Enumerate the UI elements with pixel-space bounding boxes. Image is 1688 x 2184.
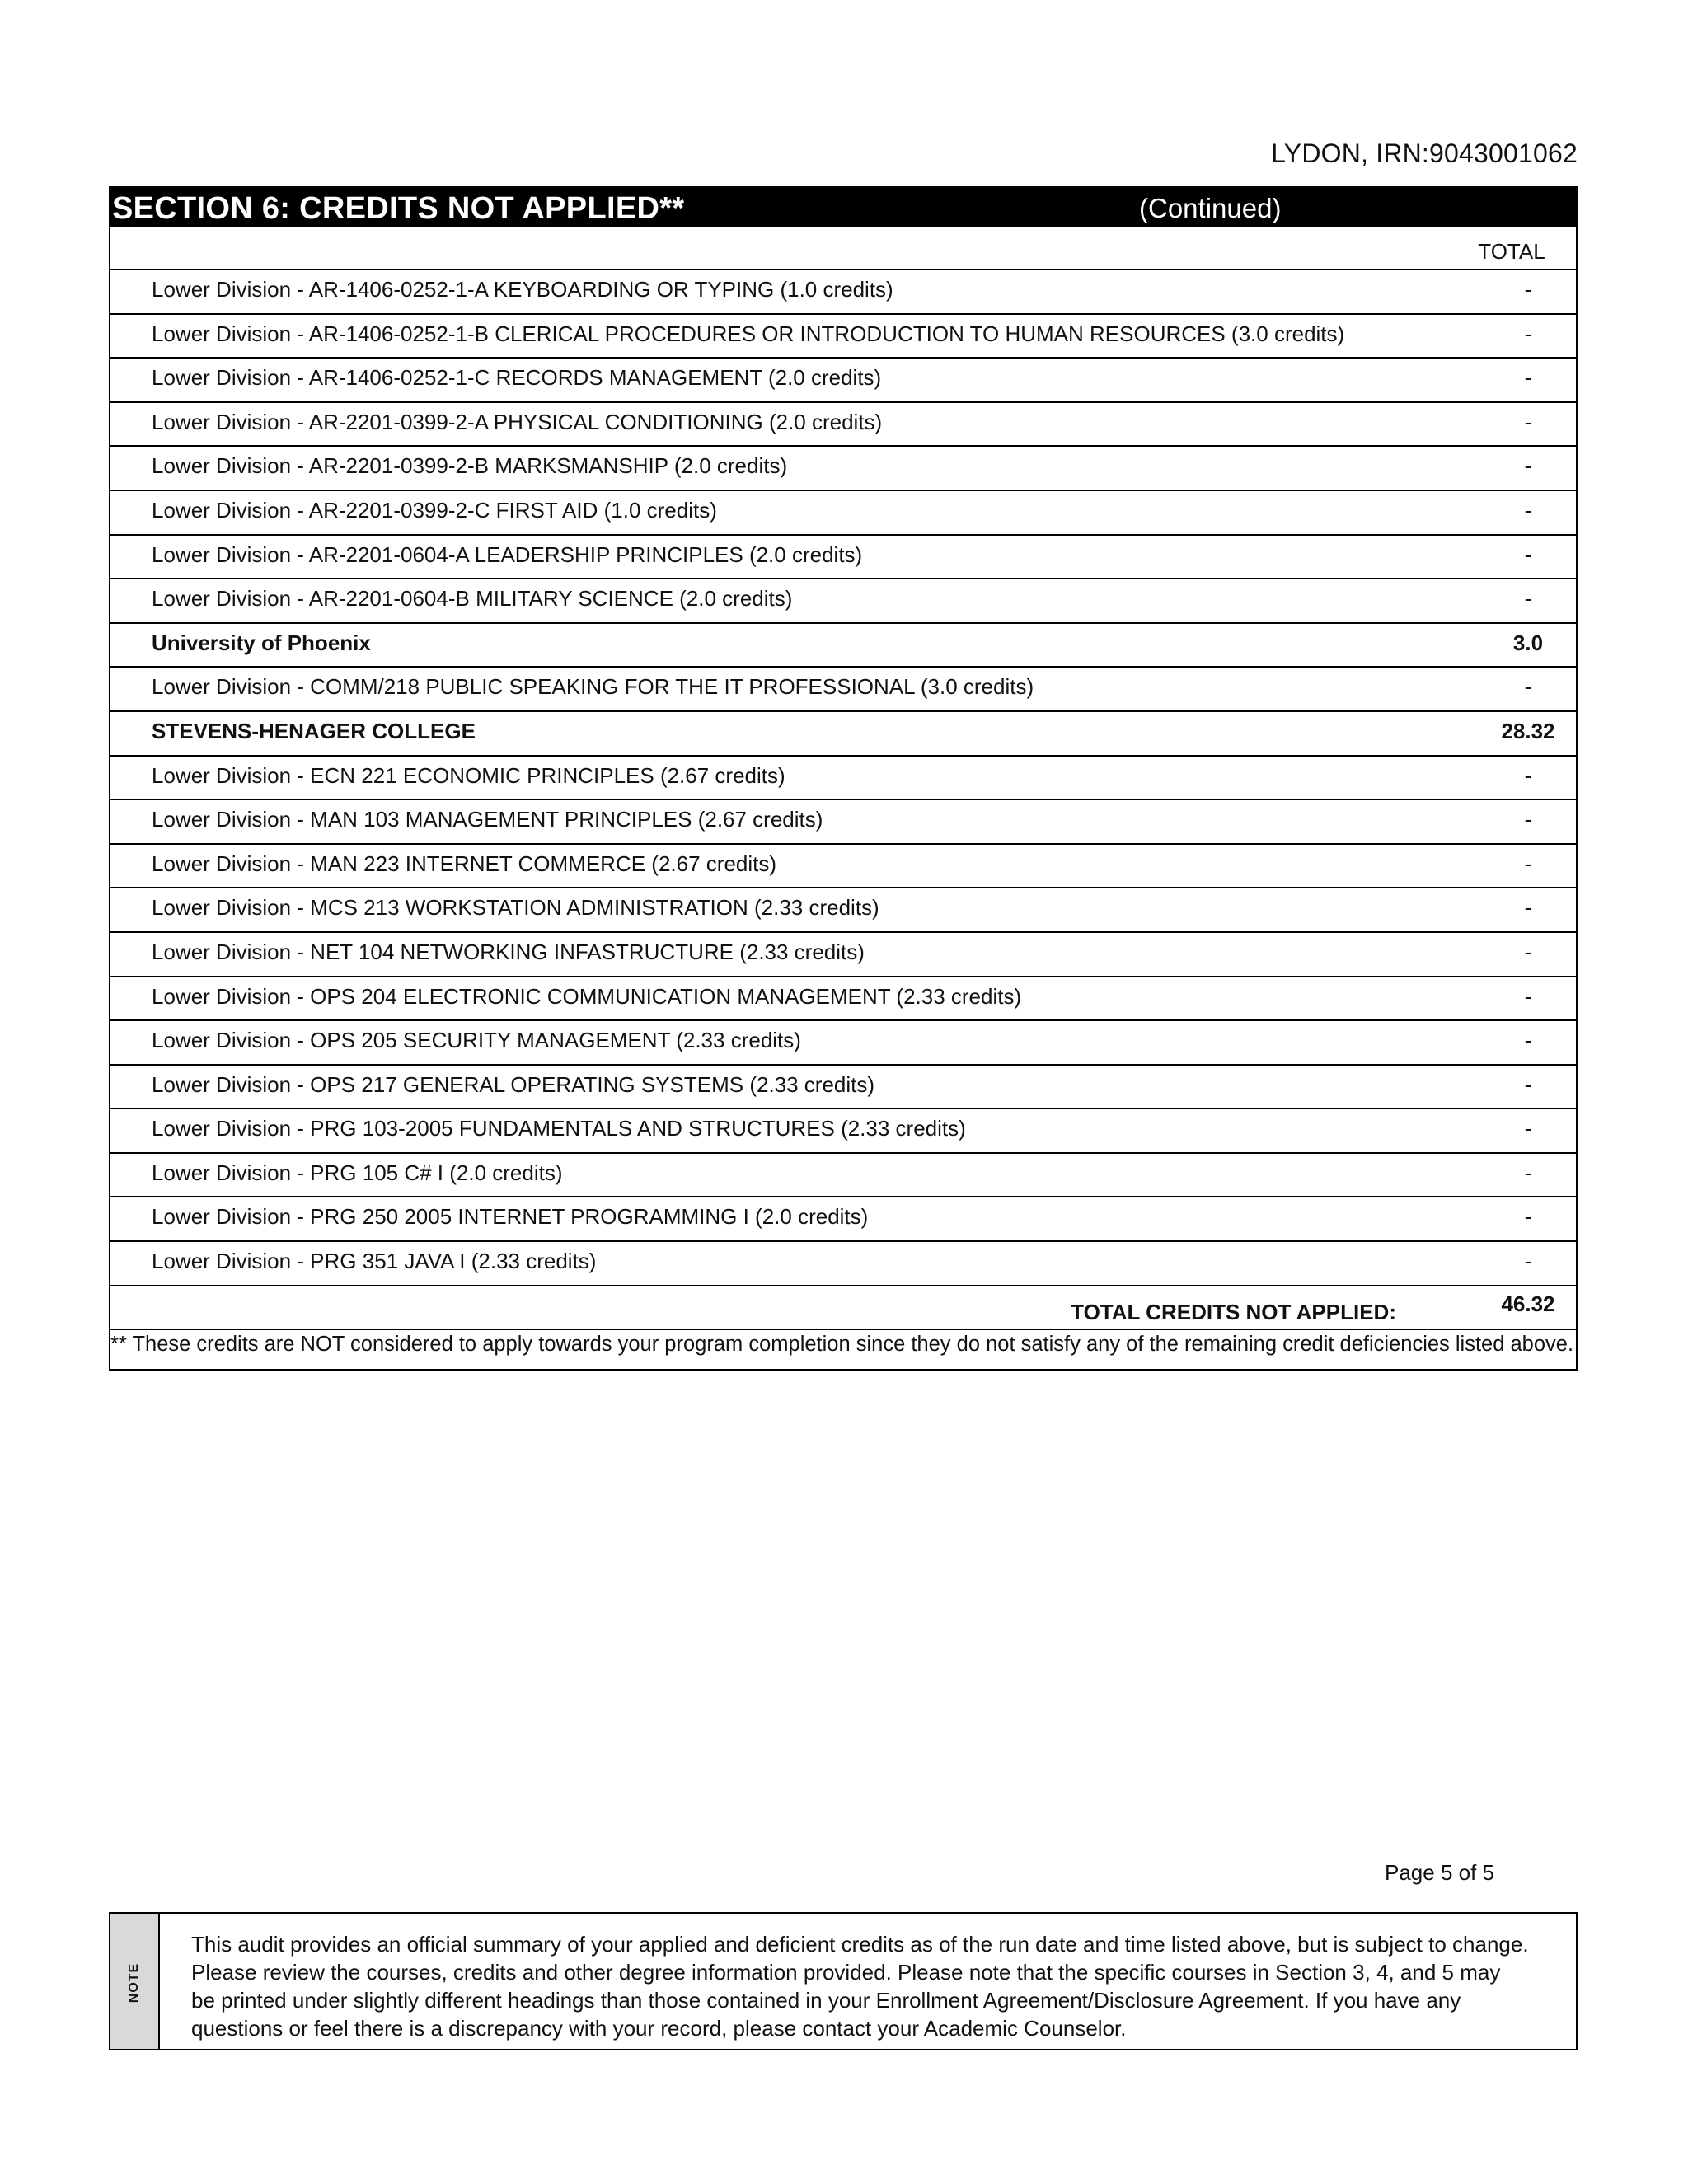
note-label: NOTE <box>127 1962 141 2004</box>
continued-label: (Continued) <box>1139 193 1282 223</box>
course-total: - <box>1524 497 1532 523</box>
course-total: - <box>1524 1028 1532 1053</box>
course-label: Lower Division - AR-2201-0399-2-C FIRST AID (1.0 credits) <box>152 497 717 523</box>
course-total: - <box>1524 365 1532 391</box>
course-label: Lower Division - AR-2201-0604-A LEADERSHIP PRINCIPLES (2.0 credits) <box>152 541 863 567</box>
footnote: ** These credits are NOT considered to apply towards your program completion since they do not satisfy any of the remaining credit deficiencies listed above. <box>110 1333 1574 1357</box>
section-title: SECTION 6: CREDITS NOT APPLIED** <box>112 191 685 226</box>
course-total: - <box>1524 541 1532 567</box>
note-text <box>191 1930 1576 2042</box>
total-label: TOTAL CREDITS NOT APPLIED: <box>1071 1299 1396 1324</box>
institution-total: 28.32 <box>1501 718 1555 743</box>
course-total: - <box>1524 851 1532 876</box>
course-label: Lower Division - ECN 221 ECONOMIC PRINCIPLES (2.67 credits) <box>152 762 785 788</box>
course-row <box>110 1154 1576 1198</box>
credit-rows <box>110 270 1576 1286</box>
course-row <box>110 845 1576 889</box>
course-row <box>110 447 1576 491</box>
course-row <box>110 359 1576 403</box>
course-row <box>110 579 1576 624</box>
course-total: - <box>1524 321 1532 346</box>
total-row <box>110 1286 1576 1331</box>
course-label: Lower Division - PRG 103-2005 FUNDAMENTALS AND STRUCTURES (2.33 credits) <box>152 1116 966 1141</box>
course-row <box>110 1021 1576 1066</box>
course-total: - <box>1524 939 1532 964</box>
course-label: Lower Division - AR-2201-0399-2-B MARKSMANSHIP (2.0 credits) <box>152 453 788 479</box>
course-row <box>110 1066 1576 1110</box>
column-header-row <box>110 227 1576 270</box>
note-line: questions or feel there is a discrepancy with your record, please contact your Academic Counselor. <box>191 2016 1127 2041</box>
course-label: Lower Division - AR-1406-0252-1-C RECORDS MANAGEMENT (2.0 credits) <box>152 365 882 391</box>
course-row <box>110 1197 1576 1242</box>
section-header <box>110 188 1576 227</box>
course-label: Lower Division - OPS 204 ELECTRONIC COMMUNICATION MANAGEMENT (2.33 credits) <box>152 983 1022 1009</box>
course-label: Lower Division - AR-2201-0399-2-A PHYSICAL CONDITIONING (2.0 credits) <box>152 409 883 434</box>
course-row <box>110 1109 1576 1154</box>
course-label: Lower Division - OPS 205 SECURITY MANAGEMENT (2.33 credits) <box>152 1028 801 1053</box>
course-row <box>110 800 1576 845</box>
note-box <box>109 1912 1578 2050</box>
course-total: - <box>1524 807 1532 832</box>
note-line: Please review the courses, credits and other degree information provided. Please note that the specific courses in Section 3, 4, and 5 may <box>191 1960 1501 1985</box>
course-row <box>110 536 1576 580</box>
course-row <box>110 403 1576 448</box>
course-row <box>110 933 1576 977</box>
course-label: Lower Division - AR-1406-0252-1-B CLERICAL PROCEDURES OR INTRODUCTION TO HUMAN RESOURCES (3.0 credits) <box>152 321 1345 346</box>
course-total: - <box>1524 983 1532 1009</box>
course-total: - <box>1524 1249 1532 1274</box>
course-total: - <box>1524 762 1532 788</box>
course-total: - <box>1524 409 1532 434</box>
course-label: Lower Division - AR-2201-0604-B MILITARY SCIENCE (2.0 credits) <box>152 586 793 612</box>
course-label: Lower Division - MAN 103 MANAGEMENT PRINCIPLES (2.67 credits) <box>152 807 823 832</box>
course-row <box>110 491 1576 536</box>
course-row <box>110 1242 1576 1286</box>
course-label: Lower Division - NET 104 NETWORKING INFASTRUCTURE (2.33 credits) <box>152 939 865 964</box>
course-label: Lower Division - COMM/218 PUBLIC SPEAKING FOR THE IT PROFESSIONAL (3.0 credits) <box>152 674 1034 700</box>
course-row <box>110 668 1576 712</box>
student-id: LYDON, IRN:9043001062 <box>1271 138 1578 168</box>
course-row <box>110 757 1576 801</box>
course-total: - <box>1524 1160 1532 1185</box>
course-label: Lower Division - MAN 223 INTERNET COMMERCE (2.67 credits) <box>152 851 777 876</box>
course-row <box>110 315 1576 359</box>
course-row <box>110 977 1576 1022</box>
course-label: Lower Division - PRG 105 C# I (2.0 credits) <box>152 1160 563 1185</box>
credits-not-applied-section <box>109 186 1578 1371</box>
total-value: 46.32 <box>1501 1291 1555 1316</box>
note-line: This audit provides an official summary of your applied and deficient credits as of the run date and time listed above, but is subject to change. <box>191 1932 1529 1957</box>
total-column-header: TOTAL <box>1478 239 1545 264</box>
note-tab <box>110 1914 160 2049</box>
course-total: - <box>1524 586 1532 612</box>
course-total: - <box>1524 453 1532 479</box>
institution-row <box>110 624 1576 668</box>
course-label: Lower Division - OPS 217 GENERAL OPERATING SYSTEMS (2.33 credits) <box>152 1071 875 1097</box>
institution-name: University of Phoenix <box>152 630 371 655</box>
course-total: - <box>1524 1071 1532 1097</box>
course-row <box>110 888 1576 933</box>
course-label: Lower Division - MCS 213 WORKSTATION ADMINISTRATION (2.33 credits) <box>152 895 879 921</box>
page-number: Page 5 of 5 <box>1385 1860 1494 1885</box>
course-total: - <box>1524 277 1532 302</box>
institution-name: STEVENS-HENAGER COLLEGE <box>152 718 476 743</box>
course-row <box>110 270 1576 315</box>
course-label: Lower Division - PRG 250 2005 INTERNET PROGRAMMING I (2.0 credits) <box>152 1204 869 1230</box>
course-total: - <box>1524 674 1532 700</box>
course-label: Lower Division - AR-1406-0252-1-A KEYBOARDING OR TYPING (1.0 credits) <box>152 277 893 302</box>
course-total: - <box>1524 895 1532 921</box>
course-total: - <box>1524 1204 1532 1230</box>
note-line: be printed under slightly different headings than those contained in your Enrollment Agreement/Disclosure Agreement. If you have any <box>191 1988 1461 2013</box>
course-total: - <box>1524 1116 1532 1141</box>
course-label: Lower Division - PRG 351 JAVA I (2.33 credits) <box>152 1249 597 1274</box>
institution-row <box>110 712 1576 757</box>
institution-total: 3.0 <box>1512 630 1544 655</box>
